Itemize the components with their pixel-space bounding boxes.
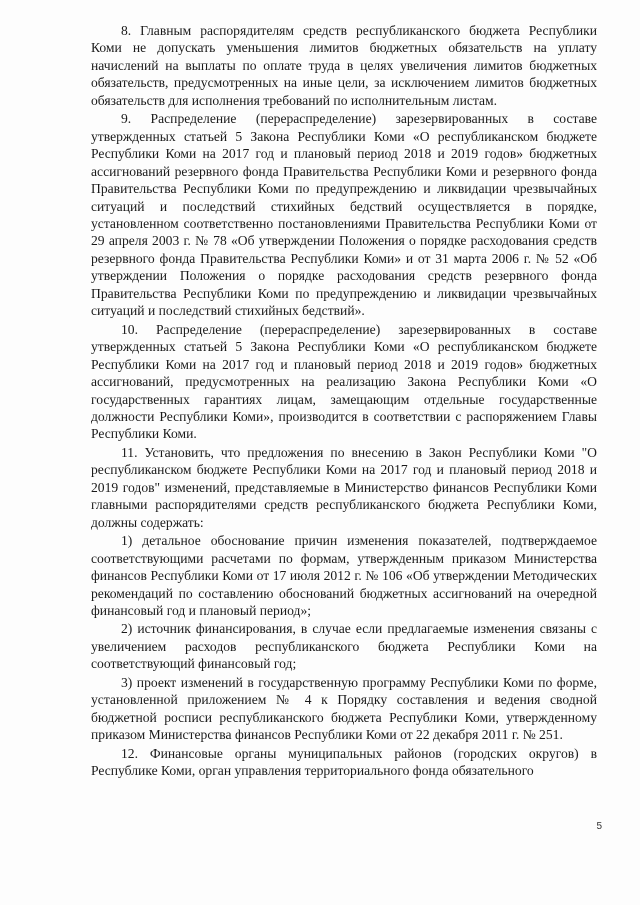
page-number: 5 bbox=[596, 821, 602, 832]
paragraph-11-item-2: 2) источник финансирования, в случае если предлагаемые изменения связаны с увеличением расходов республиканского бюджета Республики Коми на соответствующий финансовый год; bbox=[91, 621, 597, 672]
paragraph-12: 12. Финансовые органы муниципальных районов (городских округов) в Республике Коми, орган управления территориального фонда обязательного bbox=[91, 745, 597, 779]
paragraph-8: 8. Главным распорядителям средств республиканского бюджета Республики Коми не допускать уменьшения лимитов бюджетных обязательств на уплату начислений на выплаты по оплате труда в целях увеличения лимитов бюджетных обязательств, предусмотренных на иные цели, за исключением лимитов бюджетных обязательств для исполнения требований по исполнительным листам. bbox=[91, 23, 597, 108]
paragraph-11: 11. Установить, что предложения по внесению в Закон Республики Коми "О республиканском бюджете Республики Коми на 2017 год и плановый период 2018 и 2019 годов" изменений, представляемые в Министерство финансов Республики Коми главными распорядителями средств республиканского бюджета Республики Коми, должны содержать: bbox=[91, 444, 597, 530]
document-body bbox=[91, 22, 597, 779]
paragraph-11-item-1: 1) детальное обоснование причин изменения показателей, подтверждаемое соответствующими расчетами по формам, утвержденным приказом Министерства финансов Республики Коми от 17 июля 2012 г. № 106 «Об утверждении Методических рекомендаций по составлению обоснований бюджетных ассигнований на очередной финансовый год и плановый период»; bbox=[91, 533, 597, 618]
paragraph-11-item-3: 3) проект изменений в государственную программу Республики Коми по форме, установленной приложением № 4 к Порядку составления и ведения сводной бюджетной росписи республиканского бюджета Республики Коми, утвержденному приказом Министерства финансов Республики Коми от 22 декабря 2011 г. № 251. bbox=[91, 674, 597, 743]
paragraph-9: 9. Распределение (перераспределение) зарезервированных в составе утвержденных статьей 5 Закона Республики Коми «О республиканском бюджете Республики Коми на 2017 год и плановый период 2018 и 2019 годов» бюджетных ассигнований резервного фонда Правительства Республики Коми и резервного фонда Правительства Республики Коми по предупреждению и ликвидации чрезвычайных ситуаций и последствий стихийных бедствий осуществляется в порядке, установленном соответственно постановлениями Правительства Республики Коми от 29 апреля 2003 г. № 78 «Об утверждении Положения о порядке расходования средств резервного фонда Правительства Республики Коми» и от 31 марта 2006 г. № 52 «Об утверждении Положения о порядке расходования средств резервного фонда Правительства Республики Коми по предупреждению и ликвидации чрезвычайных ситуаций и последствий стихийных бедствий». bbox=[91, 111, 597, 319]
paragraph-10: 10. Распределение (перераспределение) зарезервированных в составе утвержденных статьей 5 Закона Республики Коми «О республиканском бюджете Республики Коми на 2017 год и плановый период 2018 и 2019 годов» бюджетных ассигнований, предусмотренных на реализацию Закона Республики Коми «О государственных гарантиях лицам, замещающим отдельные государственные должности Республики Коми», производится в соответствии с распоряжением Главы Республики Коми. bbox=[91, 321, 597, 442]
